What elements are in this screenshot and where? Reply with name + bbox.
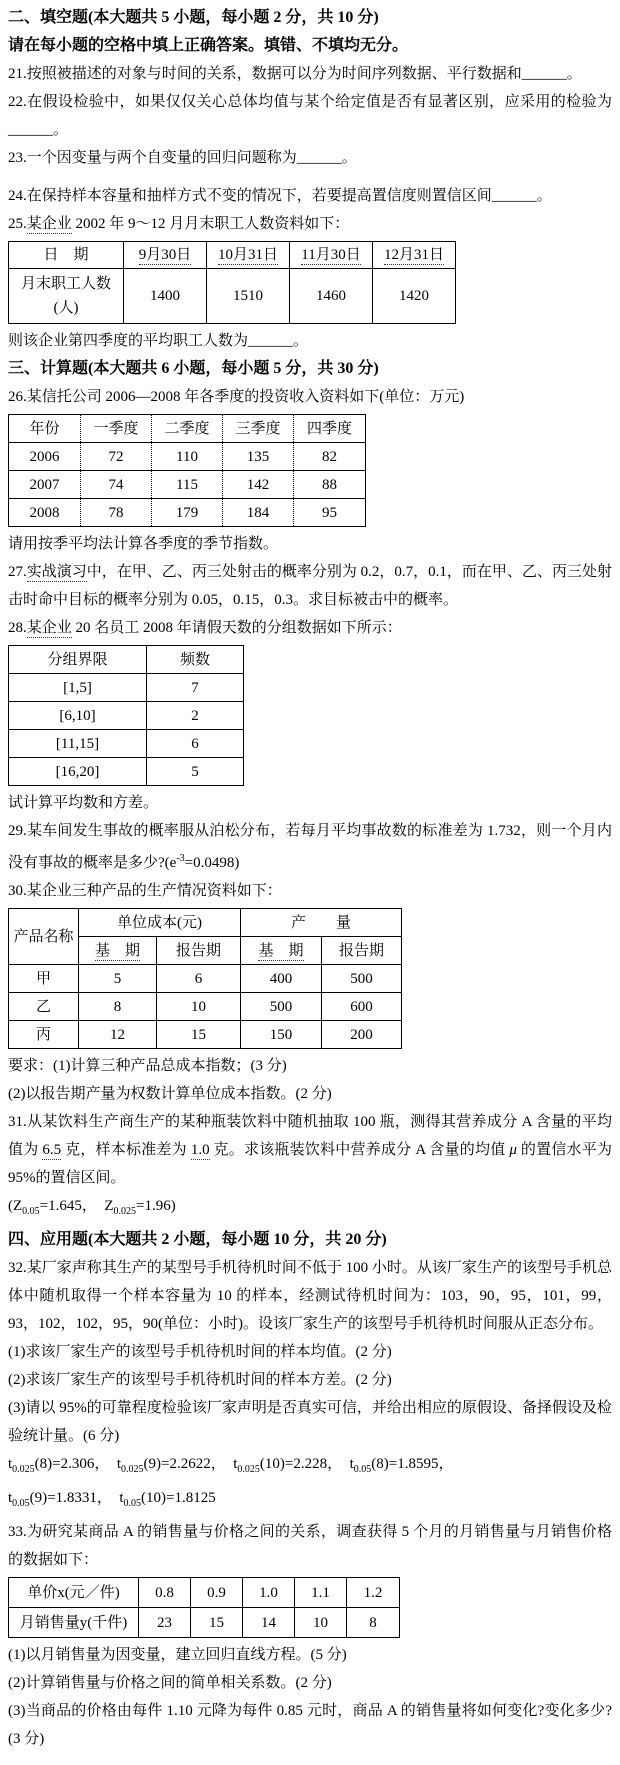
question-29: 29.某车间发生事故的概率服从泊松分布，若每月平均事故数的标准差为 1.732，则一个月内没有事故的概率是多少$?(e^{-3}=0.0498)$ [8,823,612,871]
table-q28-cell: 6 [147,730,244,758]
table-q30-subheader-base: 基 期 [241,937,322,965]
table-q30-cell: 甲 [9,965,79,993]
table-q33-cell: 10 [295,1608,347,1638]
table-q33-cell: 1.1 [295,1578,347,1608]
table-q30-cell: 15 [157,1021,241,1049]
table-q28-cell: 5 [147,758,244,786]
table-q26-cell: 110 [152,443,223,471]
table-q25-headcount [8,241,456,324]
table-q30-cell: 500 [322,965,402,993]
table-q26-cell: 72 [81,443,152,471]
question-22: 22.在假设检验中，如果仅仅关心总体均值与某个给定值是否有显著区别，应采用的检验为______。 [8,94,612,138]
table-q30-cell: 8 [79,993,157,1021]
table-q28-leave-days [8,645,244,786]
table-q28-cell: 2 [147,702,244,730]
section-2-heading: 二、填空题(本大题共 5 小题，每小题 2 分，共 10 分) [8,9,379,26]
table-q26-header-cell: 一季度 [81,415,152,443]
question-32-t-values-line-2: $t_{0.05}(9)=1.8331$， $t_{0.05}(10)=1.8125$ [8,1490,216,1509]
section-2-instruction: 请在每小题的空格中填上正确答案。填错、不填均无分。 [8,37,409,54]
table-q30-production [8,908,402,1049]
question-25-intro: 25.某企业 2002 年 9～12 月月末职工人数资料如下： [8,216,350,232]
table-q30-cell: 150 [241,1021,322,1049]
question-26-after: 请用按季平均法计算各季度的季节指数。 [8,536,279,552]
table-q30-subheader-base: 基 期 [79,937,157,965]
question-33-part-1: (1)以月销售量为因变量，建立回归直线方程。(5 分) [8,1647,347,1663]
table-q30-subheader-report: 报告期 [157,937,241,965]
table-q33-cell: 15 [191,1608,243,1638]
table-q26-cell: 74 [81,471,152,499]
question-33-intro: 33.为研究某商品 A 的销售量与价格之间的关系，调查获得 5 个月的月销售量与月销售价格的数据如下： [8,1524,612,1568]
table-q33-price-sales [8,1577,400,1638]
table-q33-row2-label: 月销售量y(千件) [9,1608,139,1638]
table-q26-cell: 2006 [9,443,81,471]
table-q28-cell: [6,10] [9,702,147,730]
table-q30-group-unit-cost: 单位成本(元) [79,909,241,937]
table-q33-cell: 8 [347,1608,400,1638]
table-q26-cell: 142 [223,471,294,499]
question-30-intro: 30.某企业三种产品的生产情况资料如下： [8,883,282,899]
table-q26-cell: 135 [223,443,294,471]
table-q26-header-cell: 年份 [9,415,81,443]
table-q25-row-label: 月末职工人数 (人) [9,269,124,324]
table-q25-value: 1510 [207,269,290,324]
table-q33-cell: 0.9 [191,1578,243,1608]
table-q33-cell: 1.2 [347,1578,400,1608]
table-q30-cell: 5 [79,965,157,993]
table-q30-cell: 丙 [9,1021,79,1049]
table-q28-cell: [11,15] [9,730,147,758]
table-q28-header-cell: 分组界限 [9,646,147,674]
question-32-intro: 32.某厂家声称其生产的某型号手机待机时间不低于 100 小时。从该厂家生产的该型号手机总体中随机取得一个样本容量为 10 的样本，经测试待机时间为：103，90，95，101，99，93，102，102，95，90(单位：小时)。设该厂家生产的该型号手机待机时间服从正态分布。 [8,1260,612,1332]
table-q26-cell: 78 [81,499,152,527]
table-q26-cell: 2007 [9,471,81,499]
table-q30-group-output: 产 量 [241,909,402,937]
table-q25-value: 1400 [124,269,207,324]
table-q30-cell: 600 [322,993,402,1021]
table-q25-header-cell: 12月31日 [373,242,456,269]
question-32-part-1: (1)求该厂家生产的该型号手机待机时间的样本均值。(2 分) [8,1344,392,1360]
question-23: 23.一个因变量与两个自变量的回归问题称为______。 [8,150,357,166]
table-q26-header-cell: 三季度 [223,415,294,443]
table-q30-cell: 6 [157,965,241,993]
question-26-intro: 26.某信托公司 2006—2008 年各季度的投资收入资料如下(单位：万元) [8,389,465,405]
table-q26-cell: 184 [223,499,294,527]
table-q28-cell: [16,20] [9,758,147,786]
table-q25-header-cell: 10月31日 [207,242,290,269]
question-28-after: 试计算平均数和方差。 [8,795,159,811]
table-q25-value: 1420 [373,269,456,324]
table-q28-cell: [1,5] [9,674,147,702]
question-32-t-values-line-1: $t_{0.025}(8)=2.306$， $t_{0.025}(9)=2.2622$， $t_{0.025}(10)=2.228$， $t_{0.05}(8)=1.8595$， [8,1456,454,1475]
question-27: 27.实战演习中，在甲、乙、丙三处射击的概率分别为 0.2，0.7，0.1，而在甲、乙、丙三处射击时命中目标的概率分别为 0.05，0.15，0.3。求目标被击中的概率。 [8,564,612,608]
question-33-part-2: (2)计算销售量与价格之间的简单相关系数。(2 分) [8,1675,332,1691]
table-q30-cell: 乙 [9,993,79,1021]
table-q30-cell: 400 [241,965,322,993]
question-30-requirement-1: 要求：(1)计算三种产品总成本指数；(3 分) [8,1058,287,1074]
table-q26-cell: 82 [294,443,366,471]
table-q26-quarterly-income [8,414,366,527]
table-q26-header-cell: 二季度 [152,415,223,443]
table-q33-cell: 23 [139,1608,191,1638]
table-q26-cell: 2008 [9,499,81,527]
question-32-part-3: (3)请以 95%的可靠程度检验该厂家声明是否真实可信，并给出相应的原假设、备择假设及检验统计量。(6 分) [8,1400,612,1444]
table-q26-cell: 115 [152,471,223,499]
table-q26-header-cell: 四季度 [294,415,366,443]
table-q30-cell: 12 [79,1021,157,1049]
table-q30-corner-product-name: 产品名称 [9,909,79,965]
question-30-requirement-2: (2)以报告期产量为权数计算单位成本指数。(2 分) [8,1086,332,1102]
table-q30-cell: 10 [157,993,241,1021]
table-q30-subheader-report: 报告期 [322,937,402,965]
table-q25-value: 1460 [290,269,373,324]
table-q25-header-date: 日 期 [9,242,124,269]
table-q28-header-cell: 频数 [147,646,244,674]
table-q26-cell: 95 [294,499,366,527]
table-q30-cell: 500 [241,993,322,1021]
section-4-heading: 四、应用题(本大题共 2 小题，每小题 10 分，共 20 分) [8,1231,387,1248]
question-28-intro: 28.某企业 20 名员工 2008 年请假天数的分组数据如下所示： [8,620,402,636]
question-33-part-3: (3)当商品的价格由每件 1.10 元降为每件 0.85 元时，商品 A 的销售量将如何变化?变化多少?(3 分) [8,1703,612,1747]
table-q33-cell: 1.0 [243,1578,295,1608]
table-q26-cell: 179 [152,499,223,527]
question-32-part-2: (2)求该厂家生产的该型号手机待机时间的样本方差。(2 分) [8,1372,392,1388]
table-q28-cell: 7 [147,674,244,702]
table-q33-cell: 0.8 [139,1578,191,1608]
table-q25-header-cell: 9月30日 [124,242,207,269]
table-q33-cell: 14 [243,1608,295,1638]
section-3-heading: 三、计算题(本大题共 6 小题，每小题 5 分，共 30 分) [8,360,379,377]
table-q26-cell: 88 [294,471,366,499]
question-31-z-values: ($Z_{0.05}=1.645$， $Z_{0.025}=1.96$) [8,1198,176,1217]
question-24: 24.在保持样本容量和抽样方式不变的情况下，若要提高置信度则置信区间______。 [8,188,552,204]
table-q33-row1-label: 单价x(元／件) [9,1578,139,1608]
table-q25-header-cell: 11月30日 [290,242,373,269]
question-31: 31.从某饮料生产商生产的某种瓶装饮料中随机抽取 100 瓶，测得其营养成分 A 含量的平均值为 6.5 克，样本标准差为 1.0 克。求该瓶装饮料中营养成分 A 含量的均值 μ 的置信水平为 95%的置信区间。 [8,1114,612,1186]
question-21: 21.按照被描述的对象与时间的关系，数据可以分为时间序列数据、平行数据和______。 [8,66,582,82]
question-25-after: 则该企业第四季度的平均职工人数为______。 [8,333,309,349]
table-q30-cell: 200 [322,1021,402,1049]
